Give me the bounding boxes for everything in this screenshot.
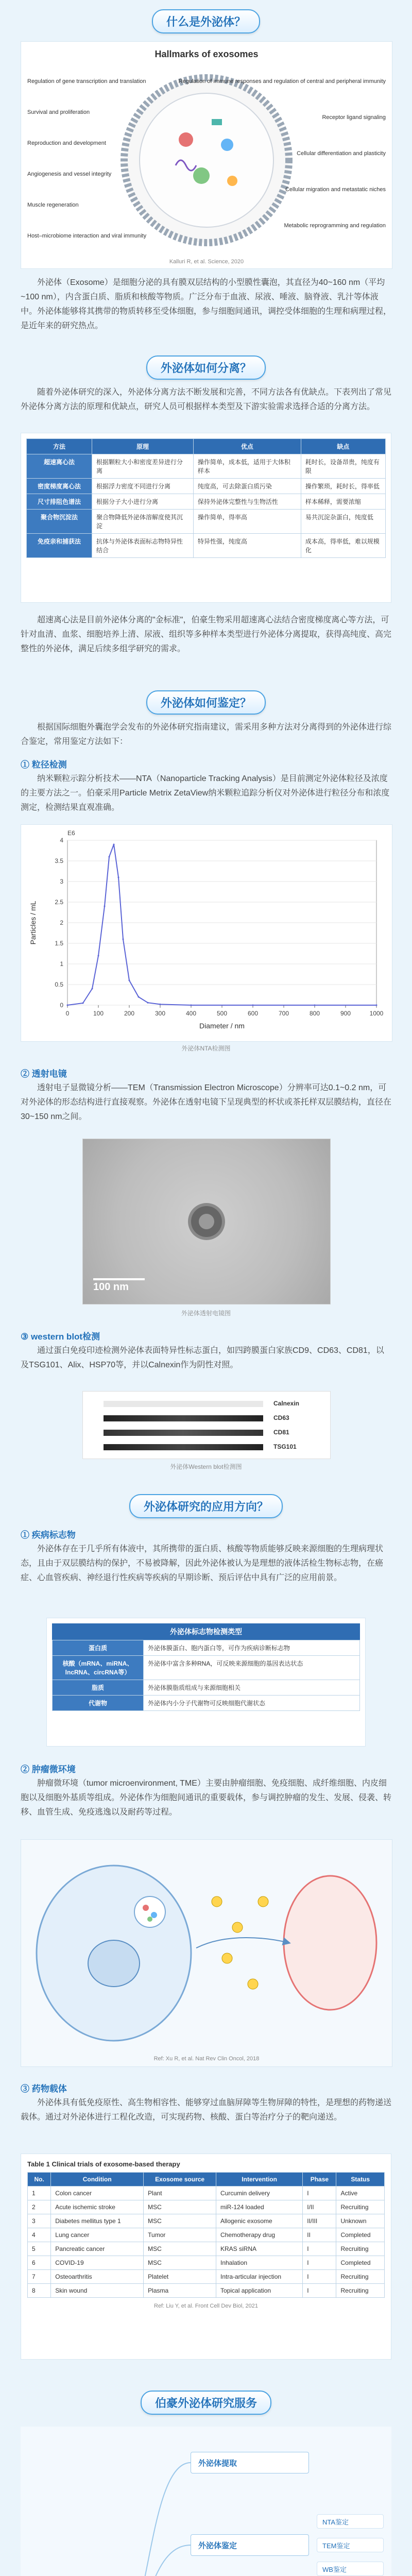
table-cell: MSC xyxy=(144,2256,216,2270)
table-cell: 4 xyxy=(28,2228,51,2242)
table-cell: miR-124 loaded xyxy=(216,2200,303,2214)
table-header: No. xyxy=(28,2173,51,2187)
table-cell: Platelet xyxy=(144,2270,216,2284)
biomarker-table-title: 外泌体标志物检测类型 xyxy=(52,1623,360,1640)
nta-paragraph: 纳米颗粒示踪分析技术——NTA（Nanoparticle Tracking Analysis）是目前测定外泌体粒径及浓度的主要方法之一。伯豪采用Particle Metrix ZetaView纳米颗粒追踪分析仪对外泌体进行粒径分布和浓度测定，检测结果直观准确。 xyxy=(21,774,390,812)
wb-label: Calnexin xyxy=(273,1400,300,1407)
table-cell: 抗体与外泌体表面标志物特异性结合 xyxy=(92,534,194,558)
table-cell: Inhalation xyxy=(216,2256,303,2270)
service-extraction[interactable]: 外泌体提取 xyxy=(191,2452,309,2473)
table-cell: 脂质 xyxy=(53,1680,144,1696)
table-row xyxy=(28,2270,385,2284)
table-cell: 保持外泌体完整性与生物活性 xyxy=(193,494,301,510)
connector-line xyxy=(124,2545,191,2576)
table-cell: KRAS siRNA xyxy=(216,2242,303,2256)
tem-heading: ② 透射电镜 xyxy=(21,1069,67,1079)
series-point xyxy=(147,1002,149,1004)
table-row xyxy=(53,1640,360,1656)
table-cell: Completed xyxy=(336,2228,385,2242)
released-exosomes xyxy=(212,1896,268,1989)
table-cell: I xyxy=(303,2187,336,2200)
table-cell: I xyxy=(303,2242,336,2256)
section-title-services: 伯豪外泌体研究服务 xyxy=(0,2391,412,2415)
table-cell: 耗时长，设备昂贵，纯度有限 xyxy=(301,454,385,479)
series-point xyxy=(314,1005,316,1006)
table-cell: 6 xyxy=(28,2256,51,2270)
intraluminal-vesicle xyxy=(143,1905,149,1911)
table-cell: 根据分子大小进行分离 xyxy=(92,494,194,510)
cell-nucleus xyxy=(88,1940,140,1987)
x-tick-label: 200 xyxy=(124,1010,135,1017)
wb-caption: 外泌体Western blot检测图 xyxy=(170,1463,242,1470)
table-cell: 成本高，得率低，难以规模化 xyxy=(301,534,385,558)
table-cell: 免疫亲和捕获法 xyxy=(27,534,92,558)
section-title-isolation: 外泌体如何分离？ xyxy=(0,355,412,380)
exosome xyxy=(212,1896,222,1907)
table-cell: Pancreatic cancer xyxy=(51,2242,144,2256)
isolation-method-paragraph: 超速离心法是目前外泌体分离的"金标准"，伯豪生物采用超速离心法结合密度梯度离心等方法，可针对血清、血浆、细胞培养上清、尿液、组织等多种样本类型进行外泌体分离提取，获得高纯度、高完整性的外泌体，满足后续多组学研究的需求。 xyxy=(21,616,392,653)
cargo-metabolite xyxy=(227,176,237,186)
table-header: Intervention xyxy=(216,2173,303,2187)
x-tick-label: 800 xyxy=(309,1010,320,1017)
table-cell: 纯度高，可去除蛋白质污染 xyxy=(193,479,301,494)
clinical-trials-table xyxy=(27,2172,385,2298)
x-tick-label: 100 xyxy=(93,1010,104,1017)
table-cell: 根据浮力密度不同进行分离 xyxy=(92,479,194,494)
series-point xyxy=(118,877,119,878)
table-cell: 蛋白质 xyxy=(53,1640,144,1656)
table-cell: Intra-articular injection xyxy=(216,2270,303,2284)
table-cell: MSC xyxy=(144,2242,216,2256)
left-label-5: Muscle regeneration xyxy=(27,202,79,208)
table-cell: Recruiting xyxy=(336,2242,385,2256)
table-cell: 操作繁琐，耗时长，得率低 xyxy=(301,479,385,494)
table-cell: Recruiting xyxy=(336,2270,385,2284)
intraluminal-vesicle xyxy=(151,1912,157,1918)
recipient-cell xyxy=(284,1876,376,2010)
table-cell: Osteoarthritis xyxy=(51,2270,144,2284)
y-tick-label: 0 xyxy=(60,1002,63,1009)
left-label-2: Survival and proliferation xyxy=(27,109,90,115)
biomarker-paragraph: 外泌体存在于几乎所有体液中，其所携带的蛋白质、核酸等物质能够反映来源细胞的生理病理状态，且由于双层膜结构的保护，不易被降解，因此外泌体被认为是理想的液体活检生物标志物，在癌症、心血管疾病、神经退行性疾病等疾病的早期诊断、预后评估中具有广泛的应用前景。 xyxy=(21,1545,384,1582)
table-row xyxy=(27,494,386,510)
drug-delivery-heading: ③ 药物载体 xyxy=(21,2084,67,2094)
table-header: 缺点 xyxy=(301,439,385,454)
table-cell: 外泌体中富含多种RNA，可反映来源细胞的基因表达状态 xyxy=(144,1656,360,1680)
fig1-caption: Kalluri R, et al. Science, 2020 xyxy=(169,259,244,265)
table-cell: 聚合物沉淀法 xyxy=(27,510,92,534)
cargo-protein xyxy=(179,132,193,147)
clinical-trials-caption: Ref: Liu Y, et al. Front Cell Dev Biol, 2021 xyxy=(154,2303,258,2309)
x-tick-label: 900 xyxy=(340,1010,351,1017)
table-row xyxy=(28,2187,385,2200)
table-cell: II xyxy=(303,2228,336,2242)
table-cell: Completed xyxy=(336,2256,385,2270)
wb-label: CD63 xyxy=(273,1414,289,1421)
right-label-2: Receptor ligand signaling xyxy=(322,114,386,121)
cargo-lipid xyxy=(193,167,210,184)
x-tick-label: 700 xyxy=(278,1010,289,1017)
series-point xyxy=(191,1005,192,1006)
connector-line xyxy=(124,2463,191,2576)
exosome-hallmarks-diagram xyxy=(21,42,392,268)
clinical-trials-title: Table 1 Clinical trials of exosome-based therapy xyxy=(27,2160,180,2168)
wb-heading: ③ western blot检测 xyxy=(21,1332,100,1342)
table-cell: 根据颗粒大小和密度差异进行分离 xyxy=(92,454,194,479)
y-tick-label: 2.5 xyxy=(55,899,63,906)
table-row xyxy=(27,534,386,558)
biomarker-table xyxy=(52,1640,360,1711)
table-cell: Topical application xyxy=(216,2284,303,2298)
table-cell: Allogenic exosome xyxy=(216,2214,303,2228)
exosome-hallmarks-figure xyxy=(21,41,392,269)
right-label-4: Cellular migration and metastatic niches xyxy=(285,187,386,193)
table-row xyxy=(27,454,386,479)
table-cell: 超速离心法 xyxy=(27,454,92,479)
table-cell: 尺寸排阻色谱法 xyxy=(27,494,92,510)
identification-intro: 根据国际细胞外囊泡学会发布的外泌体研究指南建议，需采用多种方法对分离得到的外泌体进行综合鉴定，常用鉴定方法如下： xyxy=(21,723,392,746)
table-cell: I/II xyxy=(303,2200,336,2214)
x-axis-label: Diameter / nm xyxy=(199,1022,245,1030)
wb-band-cd63 xyxy=(104,1415,263,1421)
exosome-lumen xyxy=(140,93,273,227)
series-point xyxy=(376,1005,377,1006)
cargo-rna xyxy=(221,139,233,151)
table-header-row xyxy=(28,2173,385,2187)
table-header-row xyxy=(27,439,386,454)
table-header: Status xyxy=(336,2173,385,2187)
wb-paragraph: 通过蛋白免疫印迹检测外泌体表面特异性标志蛋白，如四跨膜蛋白家族CD9、CD63、CD81，以及TSG101、Alix、HSP70等，并以Calnexin作为阴性对照。 xyxy=(21,1346,384,1369)
x-tick-label: 500 xyxy=(216,1010,228,1017)
tem-caption: 外泌体透射电镜图 xyxy=(181,1310,231,1317)
table-cell: MSC xyxy=(144,2200,216,2214)
services-panel xyxy=(21,2427,391,2576)
table-row xyxy=(53,1696,360,1711)
table-cell: Acute ischemic stroke xyxy=(51,2200,144,2214)
nta-chart-wrap xyxy=(21,824,392,1042)
table-cell: 3 xyxy=(28,2214,51,2228)
tumor-microenvironment-diagram xyxy=(21,1840,392,2066)
table-cell: Active xyxy=(336,2187,385,2200)
isolation-methods-table-wrap xyxy=(21,433,391,603)
table-header: Exosome source xyxy=(144,2173,216,2187)
table-cell: Plant xyxy=(144,2187,216,2200)
table-cell: 代谢物 xyxy=(53,1696,144,1711)
table-cell: 聚合物降低外泌体溶解度使其沉淀 xyxy=(92,510,194,534)
table-cell: I xyxy=(303,2270,336,2284)
table-row xyxy=(28,2284,385,2298)
intraluminal-vesicle xyxy=(147,1917,152,1922)
section-title-applications: 外泌体研究的应用方向？ xyxy=(0,1494,412,1518)
cargo-enzyme xyxy=(212,119,222,125)
tumor-microenvironment-figure xyxy=(21,1839,392,2067)
y-tick-label: 4 xyxy=(60,837,63,844)
left-label-1: Regulation of gene transcription and translation xyxy=(27,78,146,84)
hallmarks-title: Hallmarks of exosomes xyxy=(154,49,259,59)
y-tick-label: 1.5 xyxy=(55,940,63,947)
right-label-5: Metabolic reprogramming and regulation xyxy=(284,223,386,229)
left-label-4: Angiogenesis and vessel integrity xyxy=(27,171,112,177)
multivesicular-body xyxy=(134,1896,165,1927)
nta-heading: ① 粒径检测 xyxy=(21,760,67,770)
table-cell: 外泌体膜脂质组成与来源细胞相关 xyxy=(144,1680,360,1696)
exosome xyxy=(248,1979,258,1989)
table-cell: 密度梯度离心法 xyxy=(27,479,92,494)
table-row xyxy=(28,2214,385,2228)
series-point xyxy=(67,1005,68,1006)
isolation-methods-table xyxy=(26,438,386,558)
table-cell: 外泌体内小分子代谢物可反映细胞代谢状态 xyxy=(144,1696,360,1711)
table-cell: Recruiting xyxy=(336,2200,385,2214)
table-cell: Recruiting xyxy=(336,2284,385,2298)
series-point xyxy=(123,939,124,940)
series-point xyxy=(252,1005,254,1006)
wb-band-tsg101 xyxy=(104,1444,263,1450)
table-row xyxy=(28,2256,385,2270)
table-cell: MSC xyxy=(144,2214,216,2228)
right-label-1: Regulation of immune responses and regulation of central and peripheral immunity xyxy=(178,78,386,84)
table-cell: Skin wound xyxy=(51,2284,144,2298)
y-axis-label: Particles / mL xyxy=(29,901,37,945)
service-identification[interactable]: 外泌体鉴定 xyxy=(191,2534,309,2556)
y-tick-label: 3 xyxy=(60,878,63,885)
table-cell: 样本稀释，需要浓缩 xyxy=(301,494,385,510)
series-point xyxy=(109,856,110,858)
series-point xyxy=(129,980,130,981)
table-cell: II/III xyxy=(303,2214,336,2228)
table-cell: 易共沉淀杂蛋白，纯度低 xyxy=(301,510,385,534)
table-cell: 操作简单，得率高 xyxy=(193,510,301,534)
x-tick-label: 400 xyxy=(185,1010,197,1017)
exosome-cup-center xyxy=(199,1214,214,1229)
section-title-identification: 外泌体如何鉴定？ xyxy=(0,690,412,715)
biomarker-heading: ① 疾病标志物 xyxy=(21,1530,76,1540)
table-header: 优点 xyxy=(193,439,301,454)
table-cell: I xyxy=(303,2256,336,2270)
service-wb[interactable]: WB鉴定 xyxy=(317,2562,384,2576)
table-row xyxy=(28,2200,385,2214)
intro-paragraph: 外泌体（Exosome）是细胞分泌的具有膜双层结构的小型膜性囊泡，其直径为40~160 nm（平均~100 nm），内含蛋白质、脂质和核酸等物质。广泛分布于血液、尿液、唾液、脑脊液、乳汁等体液中。外泌体能够将其携带的物质转移至受体细胞，参与细胞间通讯，调控受体细胞的生理和病理过程，是近年来的研究热点。 xyxy=(21,278,392,330)
table-cell: COVID-19 xyxy=(51,2256,144,2270)
table-header: Condition xyxy=(51,2173,144,2187)
table-cell: 2 xyxy=(28,2200,51,2214)
table-row xyxy=(28,2242,385,2256)
service-tem[interactable]: TEM鉴定 xyxy=(317,2538,384,2552)
x-tick-label: 300 xyxy=(154,1010,166,1017)
table-cell: 8 xyxy=(28,2284,51,2298)
scale-bar-label: 100 nm xyxy=(93,1281,129,1293)
x-tick-label: 1000 xyxy=(369,1010,384,1017)
nta-size-distribution-chart xyxy=(21,825,392,1041)
right-label-3: Cellular differentiation and plasticity xyxy=(297,150,386,157)
table-header: Phase xyxy=(303,2173,336,2187)
table-header: 原理 xyxy=(92,439,194,454)
y-tick-label: 2 xyxy=(60,919,63,926)
drug-delivery-paragraph: 外泌体具有低免疫原性、高生物相容性、能够穿过血脑屏障等生物屏障的特性，是理想的药物递送载体。通过对外泌体进行工程化改造，可实现药物、核酸、蛋白等治疗分子的靶向递送。 xyxy=(21,2098,392,2122)
exosome xyxy=(232,1922,243,1933)
table-cell: 7 xyxy=(28,2270,51,2284)
table-cell: 核酸（mRNA、miRNA、lncRNA、circRNA等） xyxy=(53,1656,144,1680)
table-cell: 操作简单，成本低，适用于大体积样本 xyxy=(193,454,301,479)
table-cell: Colon cancer xyxy=(51,2187,144,2200)
series-point xyxy=(113,844,115,845)
nta-caption: 外泌体NTA检测图 xyxy=(181,1045,231,1052)
series-point xyxy=(104,906,106,907)
table-cell: 5 xyxy=(28,2242,51,2256)
table-row xyxy=(53,1680,360,1696)
table-row xyxy=(27,510,386,534)
scale-bar xyxy=(93,1278,145,1280)
table-row xyxy=(27,479,386,494)
table-header: 方法 xyxy=(27,439,92,454)
wb-band-cd81 xyxy=(104,1430,263,1436)
left-label-3: Reproduction and development xyxy=(27,140,106,146)
table-cell: Diabetes mellitus type 1 xyxy=(51,2214,144,2228)
series-point xyxy=(138,996,140,998)
table-row xyxy=(28,2228,385,2242)
wb-image xyxy=(82,1391,331,1459)
left-label-6: Host–microbiome interaction and viral immunity xyxy=(27,233,147,239)
x-tick-label: 0 xyxy=(65,1010,70,1017)
table-cell: Curcumin delivery xyxy=(216,2187,303,2200)
y-tick-label: 3.5 xyxy=(55,857,63,865)
series-point xyxy=(160,1004,161,1005)
transfer-arrow xyxy=(196,1938,289,1948)
table-row xyxy=(53,1656,360,1680)
table-cell: 外泌体膜蛋白、胞内蛋白等，可作为疾病诊断标志物 xyxy=(144,1640,360,1656)
wb-band-calnexin xyxy=(104,1401,263,1407)
series-point xyxy=(98,955,99,957)
y-tick-label: 0.5 xyxy=(55,981,63,988)
table-cell: Unknown xyxy=(336,2214,385,2228)
biomarker-table-wrap xyxy=(46,1618,366,1747)
section-title-what: 什么是外泌体？ xyxy=(0,9,412,33)
table-cell: Chemotherapy drug xyxy=(216,2228,303,2242)
wb-label: CD81 xyxy=(273,1429,289,1436)
exosome xyxy=(258,1896,268,1907)
table-cell: Plasma xyxy=(144,2284,216,2298)
tumor-figure-caption: Ref: Xu R, et al. Nat Rev Clin Oncol, 2018 xyxy=(153,2056,260,2062)
table-cell: I xyxy=(303,2284,336,2298)
table-cell: Lung cancer xyxy=(51,2228,144,2242)
tem-paragraph: 透射电子显微镜分析——TEM（Transmission Electron Microscope）分辨率可达0.1~0.2 nm，可对外泌体的形态结构进行直接观察。外泌体在透射电镜下呈现典型的杯状或茶托样双层膜结构，直径在30~150 nm之间。 xyxy=(21,1083,392,1121)
series-point xyxy=(92,988,93,990)
series-point xyxy=(82,1003,84,1004)
table-cell: Tumor xyxy=(144,2228,216,2242)
tme-paragraph: 肿瘤微环境（tumor microenvironment, TME）主要由肿瘤细胞、免疫细胞、成纤维细胞、内皮细胞以及细胞外基质等组成。外泌体作为细胞间通讯的重要载体，参与调控肿瘤的发生、发展、侵袭、转移、血管生成、免疫逃逸以及耐药等过程。 xyxy=(21,1779,392,1817)
y-exponent-label: E6 xyxy=(67,829,75,837)
exosome xyxy=(222,1953,232,1963)
wb-label: TSG101 xyxy=(273,1443,297,1450)
table-cell: 特异性强，纯度高 xyxy=(193,534,301,558)
clinical-trials-table-wrap xyxy=(21,2154,391,2360)
tme-heading: ② 肿瘤微环境 xyxy=(21,1765,76,1774)
isolation-intro: 随着外泌体研究的深入，外泌体分离方法不断发展和完善，不同方法各有优缺点。下表列出了常见外泌体分离方法的原理和优缺点，研究人员可根据样本类型及下游实验需求选择合适的分离方法。 xyxy=(21,388,392,411)
y-tick-label: 1 xyxy=(60,960,63,968)
service-nta[interactable]: NTA鉴定 xyxy=(317,2514,384,2529)
table-cell: 1 xyxy=(28,2187,51,2200)
x-tick-label: 600 xyxy=(247,1010,259,1017)
tem-image xyxy=(82,1139,331,1304)
